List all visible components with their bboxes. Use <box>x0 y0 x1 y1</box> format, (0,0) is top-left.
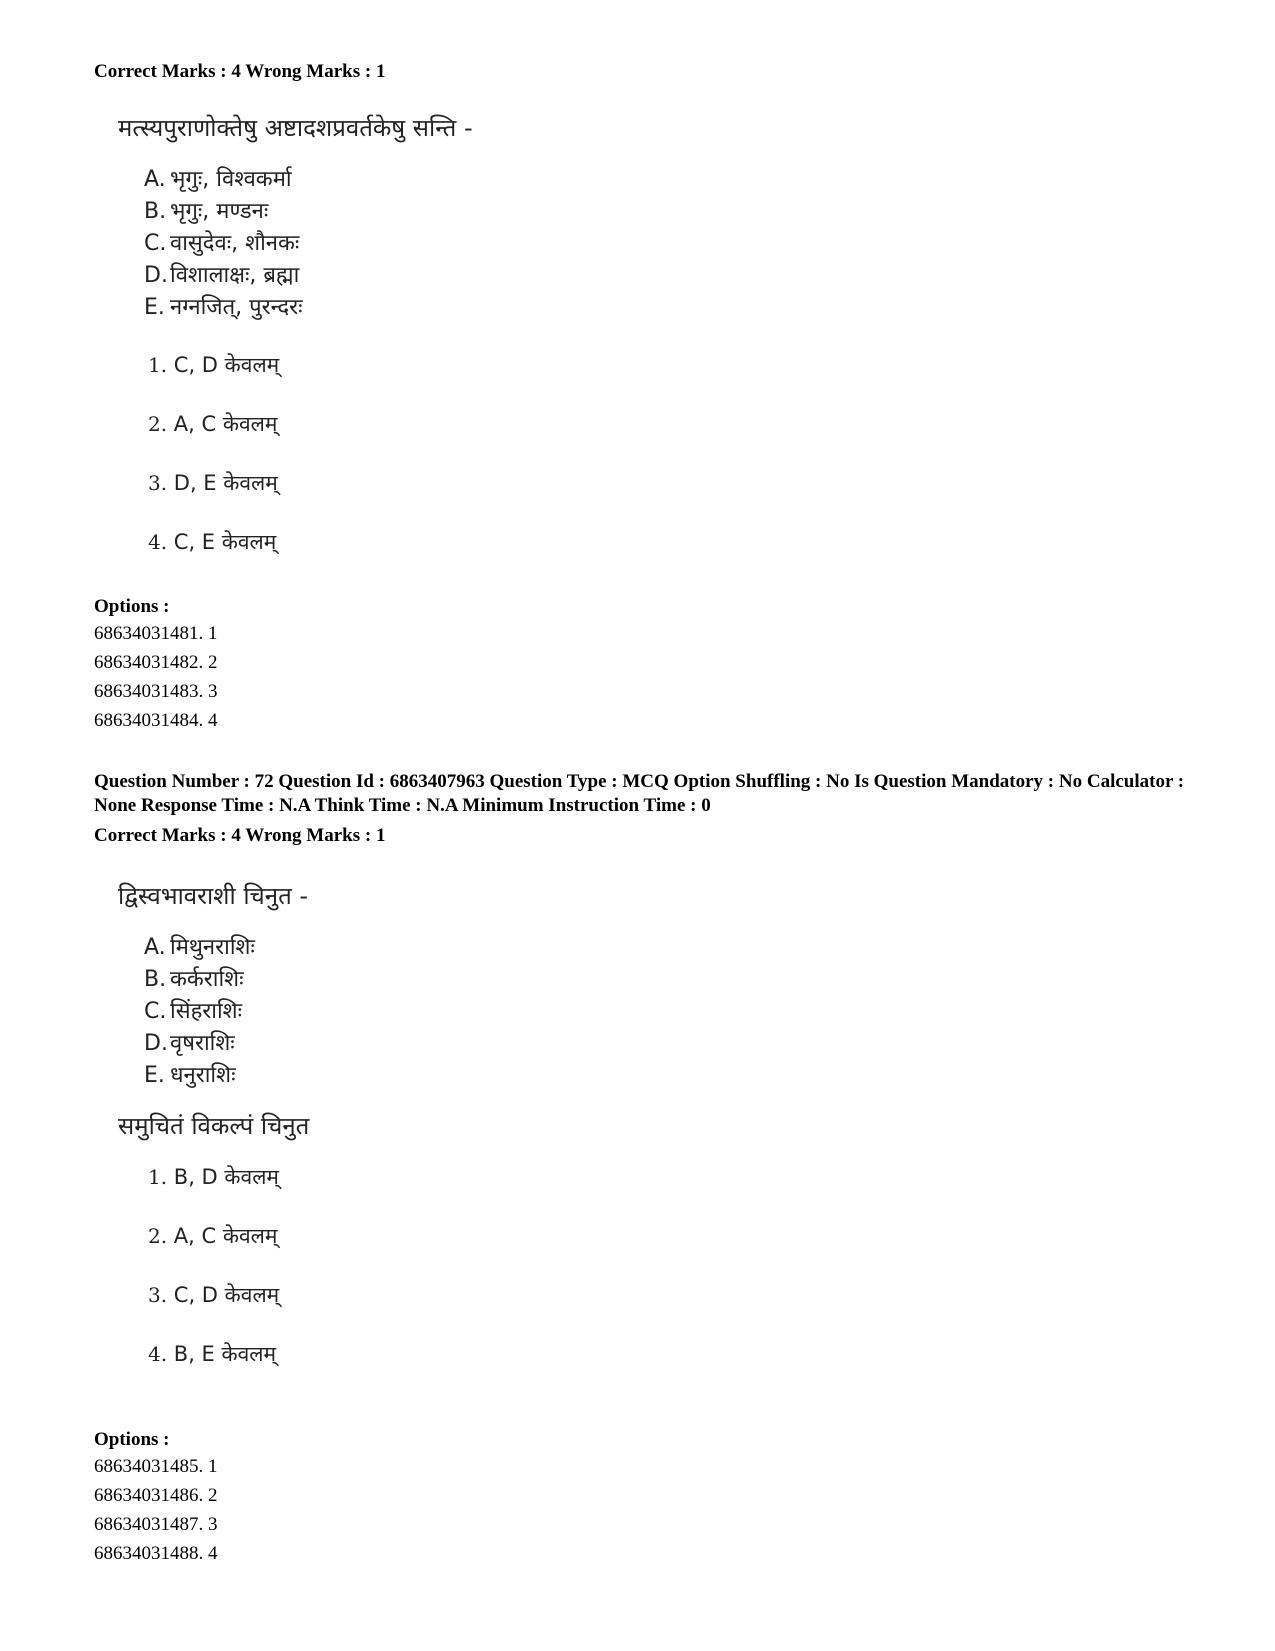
options-label: Options : <box>94 596 170 617</box>
marks-line: Correct Marks : 4 Wrong Marks : 1 <box>94 825 386 846</box>
options-label: Options : <box>94 1429 170 1450</box>
choice-item: 2. A, C केवलम् <box>148 1224 278 1248</box>
options-block <box>94 595 218 735</box>
option-line: 68634031483. 3 <box>94 681 218 702</box>
statement-item: A. मिथुनराशिः <box>144 935 255 960</box>
option-line: 68634031486. 2 <box>94 1485 218 1506</box>
choice-item: 3. D, E केवलम् <box>148 471 278 495</box>
choice-list <box>148 336 473 572</box>
option-line: 68634031485. 1 <box>94 1456 218 1477</box>
statement-item: C. सिंहराशिः <box>144 999 243 1024</box>
question-stem: मत्स्यपुराणोक्तेषु अष्टादशप्रवर्तकेषु सन्ति - <box>118 114 473 142</box>
statement-item: C. वासुदेवः, शौनकः <box>144 231 300 256</box>
statement-item: A. भृगुः, विश्वकर्मा <box>144 167 292 192</box>
choice-list <box>148 1148 309 1384</box>
question-header <box>94 770 1214 848</box>
marks-line: Correct Marks : 4 Wrong Marks : 1 <box>94 61 386 82</box>
option-line: 68634031481. 1 <box>94 623 218 644</box>
question-stem: द्विस्वभावराशी चिनुत - <box>118 882 309 910</box>
statement-item: B. कर्कराशिः <box>144 967 244 992</box>
question-image <box>118 880 309 1384</box>
question-image <box>118 112 473 572</box>
statement-item: B. भृगुः, मण्डनः <box>144 199 269 224</box>
option-line: 68634031488. 4 <box>94 1543 218 1564</box>
choice-item: 1. C, D केवलम् <box>148 353 280 377</box>
choice-item: 3. C, D केवलम् <box>148 1283 280 1307</box>
options-block <box>94 1428 218 1568</box>
choice-item: 2. A, C केवलम् <box>148 412 278 436</box>
statement-list <box>144 164 473 324</box>
option-line: 68634031487. 3 <box>94 1514 218 1535</box>
option-line: 68634031482. 2 <box>94 652 218 673</box>
statement-item: D.विशालाक्षः, ब्रह्मा <box>144 263 300 288</box>
question-meta: Question Number : 72 Question Id : 6863407963 Question Type : MCQ Option Shuffling : No Is Question Mandatory : No Calculator : None Response Time : N.A Think Time : N.A Minimum Instruction Time : 0 <box>94 771 1185 816</box>
choice-item: 4. C, E केवलम् <box>148 530 277 554</box>
statement-item: E. धनुराशिः <box>144 1063 236 1088</box>
sub-prompt: समुचितं विकल्पं चिनुत <box>118 1112 310 1140</box>
statement-item: D.वृषराशिः <box>144 1031 235 1056</box>
statement-item: E. नग्नजित्, पुरन्दरः <box>144 295 303 320</box>
choice-item: 4. B, E केवलम् <box>148 1342 277 1366</box>
statement-list <box>144 932 309 1092</box>
choice-item: 1. B, D केवलम् <box>148 1165 279 1189</box>
option-line: 68634031484. 4 <box>94 710 218 731</box>
